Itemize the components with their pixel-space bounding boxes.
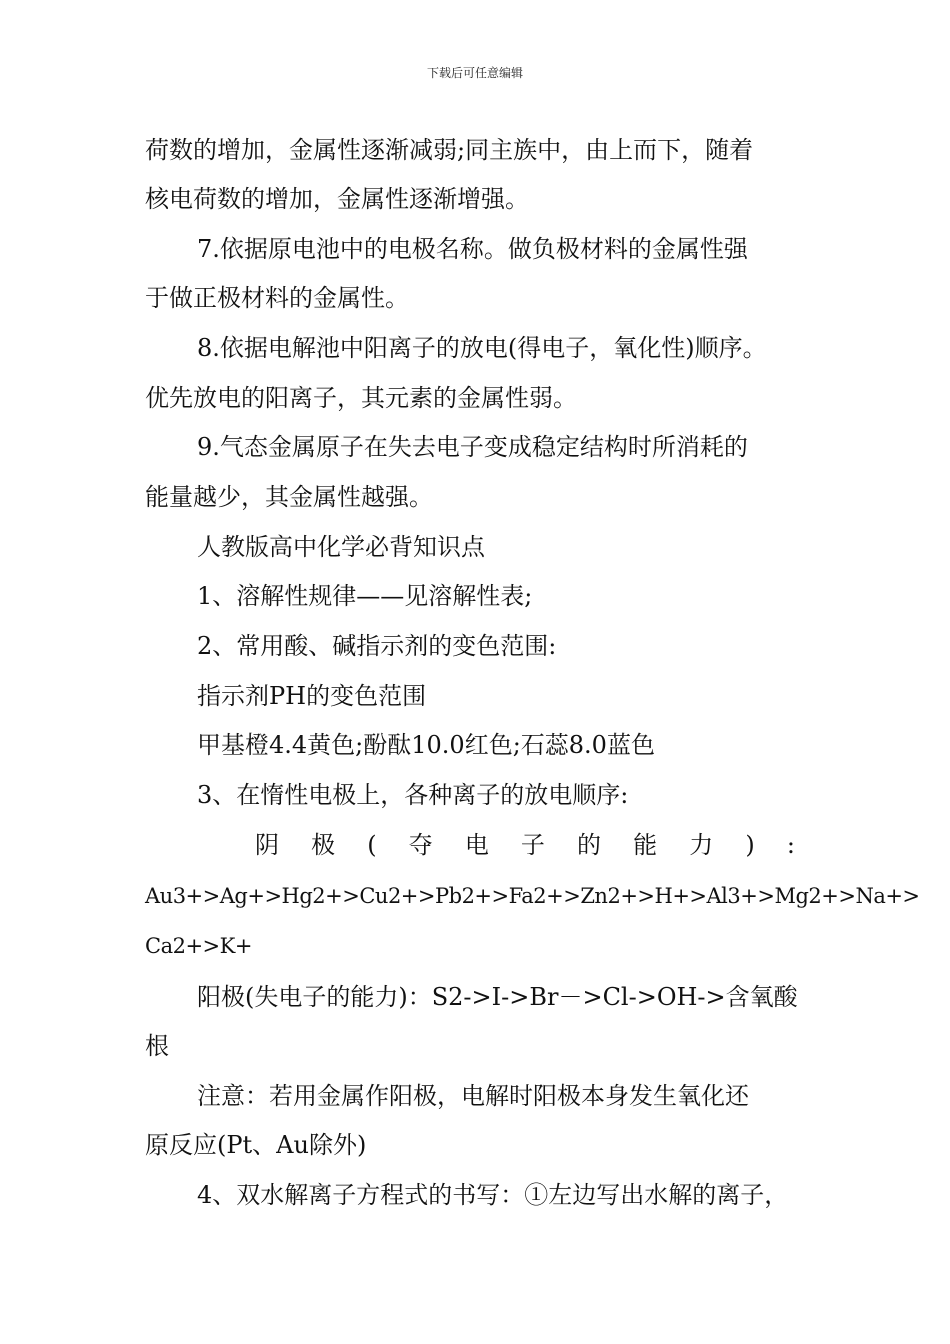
text-line: 甲基橙4.4黄色;酚酞10.0红色;石蕊8.0蓝色 (197, 731, 655, 759)
char: ( (367, 831, 377, 859)
text-line: 荷数的增加，金属性逐渐减弱;同主族中，由上而下，随着 (145, 136, 754, 164)
text-line: 3、在惰性电极上，各种离子的放电顺序: (197, 781, 629, 809)
cation-order-line: Au3+>Ag+>Hg2+>Cu2+>Pb2+>Fa2+>Zn2+>H+>Al3+>Mg2+>Na+> (145, 884, 920, 908)
char: 的 (577, 831, 602, 859)
char: : (786, 831, 795, 859)
text-line: 8.依据电解池中阳离子的放电(得电子，氧化性)顺序。 (197, 334, 767, 362)
char: 阴 (255, 831, 279, 859)
cation-order-line: Ca2+>K+ (145, 934, 252, 958)
text-line: 7.依据原电池中的电极名称。做负极材料的金属性强 (197, 235, 748, 263)
char: 子 (520, 831, 545, 859)
section-heading: 人教版高中化学必背知识点 (197, 533, 485, 561)
char: ) (745, 831, 755, 859)
text-line: 9.气态金属原子在失去电子变成稳定结构时所消耗的 (197, 433, 748, 461)
text-line: 指示剂PH的变色范围 (197, 682, 427, 710)
text-line: 1、溶解性规律——见溶解性表; (197, 582, 533, 610)
text-line: 能量越少，其金属性越强。 (145, 483, 433, 511)
char: 能 (633, 831, 658, 859)
char: 电 (464, 831, 489, 859)
note-line: 注意：若用金属作阳极，电解时阳极本身发生氧化还 (197, 1082, 749, 1110)
anion-order-line: 阳极(失电子的能力)：S2->I->Br－>Cl->OH->含氧酸 (197, 983, 798, 1011)
text-line: 4、双水解离子方程式的书写：①左边写出水解的离子， (197, 1181, 789, 1209)
page-header: 下载后可任意编辑 (426, 66, 523, 80)
text-line: 核电荷数的增加，金属性逐渐增强。 (145, 185, 529, 213)
char: 极 (311, 831, 336, 859)
text-line: 优先放电的阳离子，其元素的金属性弱。 (145, 384, 577, 412)
cathode-heading-line (255, 829, 795, 861)
text-line: 于做正极材料的金属性。 (145, 284, 409, 312)
note-line: 原反应(Pt、Au除外) (145, 1131, 367, 1159)
char: 夺 (408, 831, 433, 859)
text-line: 根 (145, 1032, 169, 1060)
text-line: 2、常用酸、碱指示剂的变色范围: (197, 632, 557, 660)
char: 力 (689, 831, 714, 859)
